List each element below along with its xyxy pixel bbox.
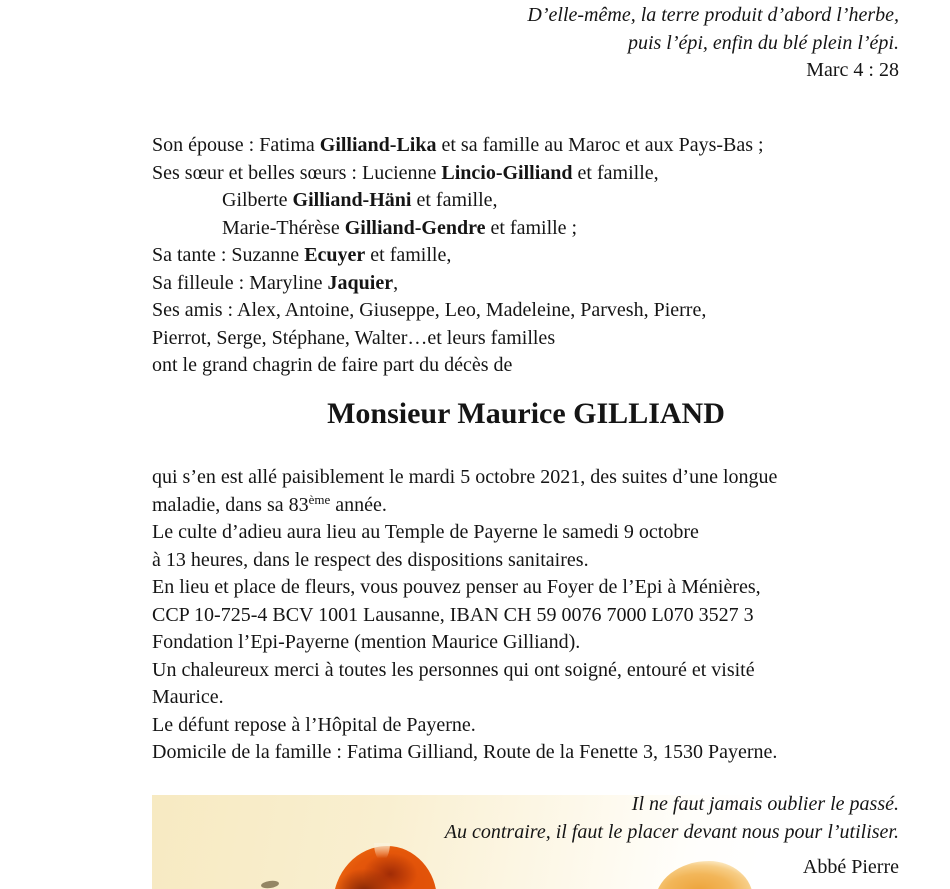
surname-bold: Lincio-Gilliand xyxy=(441,161,573,184)
text-segment: maladie, dans sa 83 xyxy=(152,493,309,516)
family-line-friends-1: Ses amis : Alex, Antoine, Giuseppe, Leo, Madeleine, Parvesh, Pierre, xyxy=(152,299,707,321)
text-segment: Ses sœur et belles sœurs : Lucienne xyxy=(152,161,442,184)
details-death-1: qui s’en est allé paisiblement le mardi 5 octobre 2021, des suites d’une longue xyxy=(152,466,778,488)
details-service-1: Le culte d’adieu aura lieu au Temple de Payerne le samedi 9 octobre xyxy=(152,521,699,543)
scripture-line-2: puis l’épi, enfin du blé plein l’épi. xyxy=(627,31,899,54)
family-line-goddaughter xyxy=(152,270,922,298)
surname-bold: Jaquier xyxy=(327,271,394,294)
surname-bold: Gilliand-Häni xyxy=(292,189,412,211)
closing-quote-attribution: Abbé Pierre xyxy=(802,856,899,878)
text-segment: et famille, xyxy=(572,161,659,184)
closing-quote-line-1: Il ne faut jamais oublier le passé. xyxy=(631,793,899,815)
funeral-details xyxy=(152,464,942,767)
text-segment: et famille, xyxy=(411,189,498,211)
closing-quote xyxy=(445,791,899,846)
surname-bold: Gilliand-Lika xyxy=(319,134,437,156)
details-thanks-2: Maurice. xyxy=(152,686,224,708)
text-segment: et famille ; xyxy=(485,216,578,239)
text-segment: et sa famille au Maroc et aux Pays-Bas ; xyxy=(436,134,764,156)
text-segment: Gilberte xyxy=(222,189,293,211)
text-segment: Sa filleule : Maryline xyxy=(152,271,328,294)
text-segment: et famille, xyxy=(365,244,452,266)
family-line-sister-3 xyxy=(152,215,922,243)
family-line-sisters xyxy=(152,160,922,188)
text-segment: année. xyxy=(330,493,387,516)
yellow-flower-shape xyxy=(655,861,753,889)
scripture-reference: Marc 4 : 28 xyxy=(806,59,899,81)
scripture-quote xyxy=(527,2,899,85)
poppy-bud-shape xyxy=(261,880,280,889)
details-donation-1: En lieu et place de fleurs, vous pouvez penser au Foyer de l’Epi à Ménières, xyxy=(152,576,761,598)
scripture-line-1: D’elle-même, la terre produit d’abord l’herbe, xyxy=(527,4,899,26)
family-line-spouse xyxy=(152,132,922,160)
details-death-2 xyxy=(152,492,942,520)
details-donation-3: Fondation l’Epi-Payerne (mention Maurice Gilliand). xyxy=(152,631,581,653)
details-thanks-1: Un chaleureux merci à toutes les personnes qui ont soigné, entouré et visité xyxy=(152,658,755,681)
deceased-name-title: Monsieur Maurice GILLIAND xyxy=(327,397,725,430)
text-segment: Marie-Thérèse xyxy=(222,216,345,239)
text-segment: Son épouse : Fatima xyxy=(152,134,320,156)
closing-quote-line-2: Au contraire, il faut le placer devant nous pour l’utiliser. xyxy=(444,820,899,843)
family-line-aunt xyxy=(152,242,922,270)
details-donation-2: CCP 10-725-4 BCV 1001 Lausanne, IBAN CH 59 0076 7000 L070 3527 3 xyxy=(152,603,754,626)
details-family-address: Domicile de la famille : Fatima Gilliand, Route de la Fenette 3, 1530 Payerne. xyxy=(152,741,778,763)
family-line-friends-2: Pierrot, Serge, Stéphane, Walter…et leurs familles xyxy=(152,326,556,349)
text-segment: Sa tante : Suzanne xyxy=(152,244,305,266)
text-segment: , xyxy=(393,271,399,294)
surname-bold: Gilliand-Gendre xyxy=(344,216,486,239)
details-repose: Le défunt repose à l’Hôpital de Payerne. xyxy=(152,713,476,736)
family-line-announce: ont le grand chagrin de faire part du décès de xyxy=(152,354,513,376)
family-announcement xyxy=(152,132,922,380)
family-line-sister-2 xyxy=(152,187,922,215)
surname-bold: Ecuyer xyxy=(304,244,366,266)
ordinal-superscript: ème xyxy=(308,491,331,507)
details-service-2: à 13 heures, dans le respect des dispositions sanitaires. xyxy=(152,548,589,571)
